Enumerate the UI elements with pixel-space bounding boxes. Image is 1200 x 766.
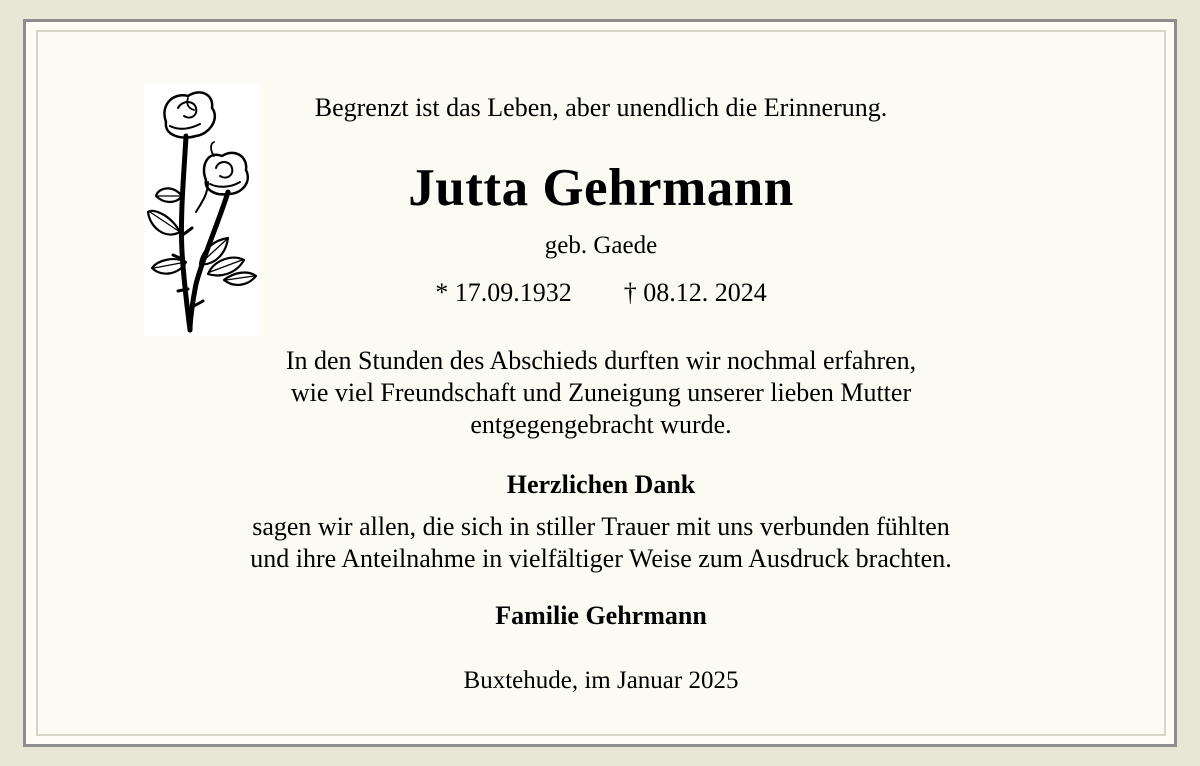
notice-frame	[23, 19, 1177, 747]
signature: Familie Gehrmann	[495, 601, 707, 630]
thanks-paragraph	[38, 511, 1164, 575]
notice-inner-border	[36, 30, 1166, 736]
gratitude-line: entgegengebracht wurde.	[470, 410, 732, 439]
motto: Begrenzt ist das Leben, aber unendlich die Erinnerung.	[314, 93, 888, 122]
deceased-name: Jutta Gehrmann	[408, 159, 794, 217]
gratitude-line: wie viel Freundschaft und Zuneigung unserer lieben Mutter	[290, 378, 912, 407]
place-date: Buxtehude, im Januar 2025	[463, 667, 739, 694]
birth-date: * 17.09.1932	[435, 278, 572, 307]
maiden-name: geb. Gaede	[544, 232, 658, 259]
thanks-line: sagen wir allen, die sich in stiller Trauer mit uns verbunden fühlten	[252, 512, 950, 541]
thanks-line: und ihre Anteilnahme in vielfältiger Weise zum Ausdruck brachten.	[250, 544, 952, 573]
life-dates	[38, 278, 1164, 308]
death-date: † 08.12. 2024	[623, 278, 767, 307]
gratitude-line: In den Stunden des Abschieds durften wir nochmal erfahren,	[285, 346, 917, 375]
gratitude-paragraph	[38, 345, 1164, 441]
obituary-card	[38, 32, 1164, 734]
thanks-heading: Herzlichen Dank	[506, 470, 696, 499]
